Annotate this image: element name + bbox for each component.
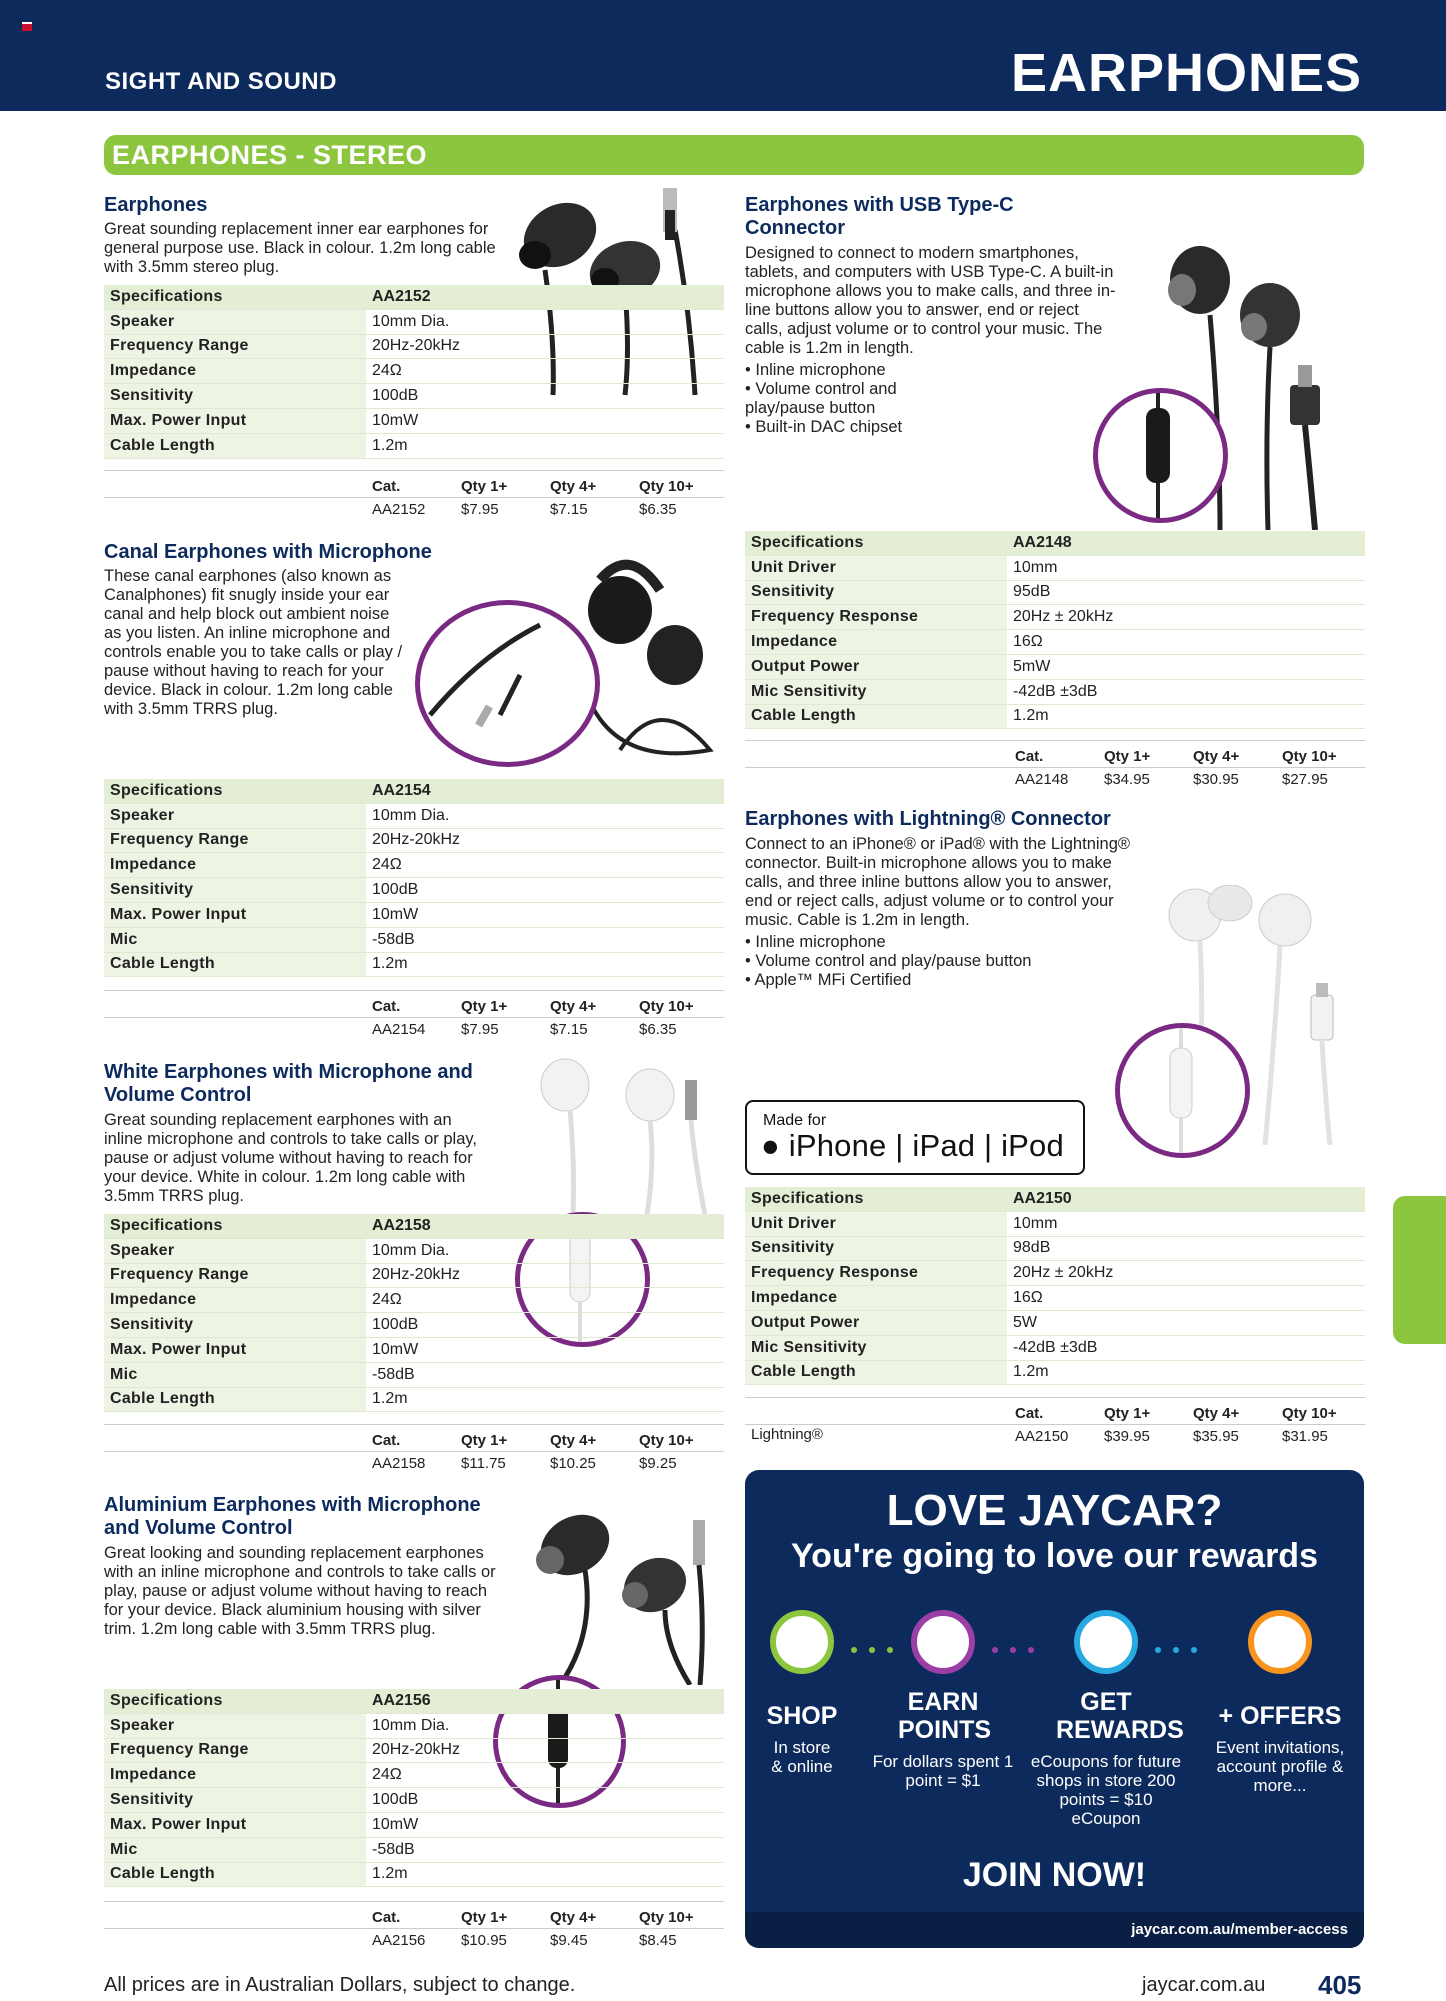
spec-heading: Specifications [745, 531, 1007, 555]
spec-value: 100dB [366, 1313, 724, 1338]
spec-cat: AA2156 [366, 1689, 724, 1713]
inline-control-detail [1120, 1028, 1245, 1153]
spec-key: Frequency Response [745, 1261, 1007, 1286]
detail-ring [1093, 388, 1228, 523]
price-header-cat: Cat. [1015, 748, 1044, 765]
price-cat: AA2158 [372, 1455, 426, 1472]
spec-key: Cable Length [104, 952, 366, 977]
white-earphones-image [535, 1055, 725, 1215]
step-heading: EARN POINTS [898, 1688, 992, 1744]
product-description: These canal earphones (also known as Canalphones) fit snugly inside your ear canal and help block out ambient noise as you listen. An inline microphone and controls enable you to take calls or play / pause without having to reach for your device. Black in colour. 1.2m long cable with 3.5mm TRRS plug. [104, 567, 403, 718]
price-q1: $10.95 [461, 1932, 507, 1949]
spec-key: Output Power [745, 654, 1007, 679]
spec-value: 1.2m [366, 1387, 724, 1412]
spec-key: Speaker [104, 803, 366, 828]
spec-key: Impedance [745, 1286, 1007, 1311]
feature-list [745, 933, 1125, 990]
spec-value: 1.2m [366, 433, 724, 458]
page-number: 405 [1318, 1970, 1362, 2000]
spec-value: 20Hz-20kHz [366, 1738, 724, 1763]
spec-key: Frequency Range [104, 1738, 366, 1763]
spec-value: 16Ω [1007, 630, 1365, 655]
price-table [745, 740, 1365, 792]
price-q1: $7.95 [461, 501, 499, 518]
category-title: EARPHONES [1010, 43, 1362, 103]
apple-logo-icon: ● [761, 1128, 780, 1163]
spec-value: 5mW [1007, 654, 1365, 679]
spec-value: 10mm [1007, 1211, 1365, 1236]
spec-key: Unit Driver [745, 1211, 1007, 1236]
detail-ring [1115, 1023, 1250, 1158]
price-cat: AA2152 [372, 501, 426, 518]
price-q10: $6.35 [639, 501, 677, 518]
shop-step [745, 1702, 877, 1776]
spec-key: Unit Driver [745, 555, 1007, 580]
price-header-q4: Qty 4+ [550, 1432, 597, 1449]
spec-value: 10mm Dia. [366, 1713, 724, 1738]
spec-key: Impedance [104, 359, 366, 384]
price-table [104, 1424, 724, 1476]
mfi-devices [761, 1128, 1064, 1164]
spec-value: 10mW [366, 902, 724, 927]
offers-step-icon [1248, 1610, 1312, 1674]
spec-cat: AA2148 [1007, 531, 1365, 555]
rewards-promo[interactable] [745, 1470, 1364, 1948]
spec-value: 20Hz-20kHz [366, 828, 724, 853]
price-header-q10: Qty 10+ [639, 1909, 694, 1926]
price-q1: $11.75 [461, 1455, 506, 1472]
mfi-made-for: Made for [763, 1112, 827, 1129]
spec-key: Cable Length [104, 1387, 366, 1412]
spec-key: Max. Power Input [104, 1812, 366, 1837]
feature-item: • Inline microphone [745, 361, 950, 380]
spec-table [104, 1214, 724, 1412]
spec-value: 10mW [366, 1812, 724, 1837]
spec-key: Output Power [745, 1310, 1007, 1335]
spec-value: 1.2m [366, 1862, 724, 1887]
price-header-cat: Cat. [372, 1909, 401, 1926]
site-url[interactable]: jaycar.com.au [1142, 1974, 1266, 1996]
product-title: Earphones with USB Type-C Connector [745, 194, 1014, 239]
product-title: Earphones with Lightning® Connector [745, 808, 1111, 830]
price-q10: $9.25 [639, 1455, 677, 1472]
spec-heading: Specifications [104, 1214, 366, 1238]
spec-heading: Specifications [104, 285, 366, 309]
spec-value: -42dB ±3dB [1007, 679, 1365, 704]
price-disclaimer: All prices are in Australian Dollars, subject to change. [104, 1974, 576, 1996]
feature-item: • Built-in DAC chipset [745, 418, 950, 437]
step-connector [992, 1640, 1046, 1646]
spec-key: Impedance [104, 853, 366, 878]
flag-icon [22, 22, 32, 31]
spec-key: Max. Power Input [104, 1337, 366, 1362]
spec-value: 1.2m [366, 952, 724, 977]
step-description: In store & online [771, 1738, 833, 1776]
step-heading: SHOP [766, 1702, 838, 1730]
price-q4: $30.95 [1193, 771, 1239, 788]
spec-value: 5W [1007, 1310, 1365, 1335]
spec-value: 24Ω [366, 853, 724, 878]
price-header-q10: Qty 10+ [639, 478, 694, 495]
mfi-devices-text: iPhone | iPad | iPod [779, 1128, 1064, 1163]
join-now-button[interactable]: JOIN NOW! [962, 1856, 1147, 1894]
spec-key: Sensitivity [104, 1313, 366, 1338]
spec-key: Speaker [104, 1713, 366, 1738]
price-header-q1: Qty 1+ [461, 1909, 508, 1926]
spec-table [745, 531, 1365, 729]
spec-heading: Specifications [745, 1187, 1007, 1211]
feature-list [745, 361, 950, 437]
spec-heading: Specifications [104, 779, 366, 803]
price-header-cat: Cat. [372, 478, 401, 495]
spec-cat: AA2154 [366, 779, 724, 803]
inline-control-detail [1098, 393, 1223, 518]
step-description: Event invitations, account profile & more... [1215, 1738, 1345, 1795]
spec-cat: AA2158 [366, 1214, 724, 1238]
product-title: Canal Earphones with Microphone [104, 541, 432, 563]
feature-item: • Inline microphone [745, 933, 1125, 952]
step-heading: GET REWARDS [1056, 1688, 1184, 1744]
price-q10: $6.35 [639, 1021, 677, 1038]
price-header-q1: Qty 1+ [1104, 748, 1151, 765]
price-header-q10: Qty 10+ [1282, 1405, 1337, 1422]
product-title: Aluminium Earphones with Microphone and Volume Control [104, 1494, 481, 1539]
spec-key: Cable Length [745, 704, 1007, 729]
price-q4: $7.15 [550, 501, 588, 518]
price-header-q1: Qty 1+ [461, 1432, 508, 1449]
spec-key: Sensitivity [745, 580, 1007, 605]
product-title: White Earphones with Microphone and Volume Control [104, 1061, 473, 1106]
spec-value: 100dB [366, 384, 724, 409]
spec-value: -42dB ±3dB [1007, 1335, 1365, 1360]
spec-key: Impedance [104, 1288, 366, 1313]
spec-value: 24Ω [366, 359, 724, 384]
price-q1: $7.95 [461, 1021, 499, 1038]
price-header-q1: Qty 1+ [461, 478, 508, 495]
spec-key: Mic [104, 1362, 366, 1387]
spec-key: Mic Sensitivity [745, 679, 1007, 704]
product-description: Designed to connect to modern smartphones, tablets, and computers with USB Type-C. A built-in microphone allows you to make calls, and three in-line buttons allow you to answer, end or reject calls, adjust volume or to control your music. The cable is 1.2m in length. [745, 244, 1116, 357]
spec-key: Mic [104, 927, 366, 952]
price-header-q4: Qty 4+ [550, 478, 597, 495]
price-q1: $39.95 [1104, 1428, 1150, 1445]
spec-key: Frequency Range [104, 828, 366, 853]
price-header-cat: Cat. [372, 998, 401, 1015]
cable-plug-detail [420, 605, 595, 762]
price-header-q10: Qty 10+ [639, 1432, 694, 1449]
product-description: Great looking and sounding replacement earphones with an inline microphone and controls to take calls or play, pause or adjust volume without having to reach for your device. Black aluminium housing with silver trim. 1.2m long cable with 3.5mm TRRS plug. [104, 1544, 496, 1638]
spec-value: 20Hz-20kHz [366, 1263, 724, 1288]
detail-ring [415, 600, 600, 767]
spec-key: Cable Length [104, 1862, 366, 1887]
spec-key: Speaker [104, 309, 366, 334]
spec-value: 20Hz ± 20kHz [1007, 1261, 1365, 1286]
earn-step-icon [911, 1610, 975, 1674]
spec-value: 10mm Dia. [366, 309, 724, 334]
offers-step [1205, 1702, 1355, 1795]
price-header-q1: Qty 1+ [461, 998, 508, 1015]
spec-value: -58dB [366, 927, 724, 952]
price-header-q10: Qty 10+ [1282, 748, 1337, 765]
spec-cat: AA2152 [366, 285, 724, 309]
spec-value: 16Ω [1007, 1286, 1365, 1311]
price-cat: AA2150 [1015, 1428, 1069, 1445]
price-q10: $8.45 [639, 1932, 677, 1949]
spec-value: 10mW [366, 408, 724, 433]
product-description: Great sounding replacement earphones with an inline microphone and controls to take calls or play, pause or adjust volume without having to reach for your device. White in colour. 1.2m long cable with 3.5mm TRRS plug. [104, 1111, 477, 1205]
spec-value: -58dB [366, 1362, 724, 1387]
spec-value: 100dB [366, 878, 724, 903]
spec-key: Sensitivity [104, 878, 366, 903]
spec-value: 10mm [1007, 555, 1365, 580]
price-header-cat: Cat. [372, 1432, 401, 1449]
price-q4: $7.15 [550, 1021, 588, 1038]
price-table [104, 1901, 724, 1953]
spec-key: Max. Power Input [104, 408, 366, 433]
spec-key: Impedance [104, 1763, 366, 1788]
price-header-q1: Qty 1+ [1104, 1405, 1151, 1422]
price-table [104, 990, 724, 1042]
price-header-q10: Qty 10+ [639, 998, 694, 1015]
spec-key: Max. Power Input [104, 902, 366, 927]
spec-value: -58dB [366, 1837, 724, 1862]
spec-key: Impedance [745, 630, 1007, 655]
spec-value: 24Ω [366, 1763, 724, 1788]
product-description: Great sounding replacement inner ear earphones for general purpose use. Black in colour. 1.2m long cable with 3.5mm stereo plug. [104, 220, 496, 276]
spec-value: 20Hz-20kHz [366, 334, 724, 359]
price-table [104, 470, 724, 522]
feature-item: • Volume control and play/pause button [745, 380, 950, 418]
price-cat: AA2156 [372, 1932, 426, 1949]
spec-value: 10mW [366, 1337, 724, 1362]
step-description: For dollars spent 1 point = $1 [872, 1752, 1014, 1790]
price-q10: $31.95 [1282, 1428, 1328, 1445]
spec-key: Cable Length [104, 433, 366, 458]
price-q4: $35.95 [1193, 1428, 1239, 1445]
promo-subtitle: You're going to love our rewards [791, 1537, 1318, 1575]
spec-table [104, 779, 724, 977]
price-q1: $34.95 [1104, 771, 1150, 788]
spec-value: 1.2m [1007, 1360, 1365, 1385]
step-heading: + OFFERS [1218, 1702, 1342, 1730]
spec-key: Frequency Range [104, 1263, 366, 1288]
step-connector [1155, 1640, 1209, 1646]
feature-item: • Apple™ MFi Certified [745, 971, 1125, 990]
spec-value: 20Hz ± 20kHz [1007, 605, 1365, 630]
spec-value: 10mm Dia. [366, 1238, 724, 1263]
spec-heading: Specifications [104, 1689, 366, 1713]
spec-key: Speaker [104, 1238, 366, 1263]
price-q4: $9.45 [550, 1932, 588, 1949]
spec-key: Frequency Response [745, 605, 1007, 630]
promo-footer [745, 1912, 1364, 1948]
spec-value: 24Ω [366, 1288, 724, 1313]
spec-table [745, 1187, 1365, 1385]
rewards-step-icon [1074, 1610, 1138, 1674]
section-title-bar [104, 135, 1364, 175]
price-cat: AA2148 [1015, 771, 1069, 788]
spec-key: Sensitivity [745, 1236, 1007, 1261]
spec-cat: AA2150 [1007, 1187, 1365, 1211]
price-variant-label: Lightning® [751, 1426, 823, 1443]
price-header-q4: Qty 4+ [1193, 1405, 1240, 1422]
price-q10: $27.95 [1282, 771, 1328, 788]
spec-key: Frequency Range [104, 334, 366, 359]
spec-table [104, 285, 724, 459]
step-connector [851, 1640, 905, 1646]
promo-title: LOVE JAYCAR? [886, 1486, 1223, 1535]
step-description: eCoupons for future shops in store 200 points = $10 eCoupon [1030, 1752, 1182, 1828]
feature-item: • Volume control and play/pause button [745, 952, 1125, 971]
spec-value: 100dB [366, 1788, 724, 1813]
member-access-link[interactable]: jaycar.com.au/member-access [1131, 1921, 1348, 1938]
spec-key: Cable Length [745, 1360, 1007, 1385]
mfi-badge [745, 1100, 1085, 1175]
spec-key: Sensitivity [104, 384, 366, 409]
section-title: EARPHONES - STEREO [112, 140, 428, 170]
section-label: SIGHT AND SOUND [105, 68, 337, 95]
spec-table [104, 1689, 724, 1887]
product-description: Connect to an iPhone® or iPad® with the Lightning® connector. Built-in microphone allows you to make calls, and three inline buttons allow you to answer, end or reject calls, adjust volume or to control your music. Cable is 1.2m in length. [745, 835, 1131, 929]
spec-value: 98dB [1007, 1236, 1365, 1261]
side-tab [1393, 1196, 1446, 1344]
spec-key: Mic [104, 1837, 366, 1862]
product-title: Earphones [104, 194, 208, 216]
price-header-q4: Qty 4+ [550, 1909, 597, 1926]
earn-step [868, 1688, 1018, 1790]
price-header-q4: Qty 4+ [550, 998, 597, 1015]
price-table [745, 1397, 1365, 1449]
shop-step-icon [770, 1610, 834, 1674]
price-q4: $10.25 [550, 1455, 596, 1472]
price-header-cat: Cat. [1015, 1405, 1044, 1422]
spec-value: 95dB [1007, 580, 1365, 605]
spec-value: 1.2m [1007, 704, 1365, 729]
rewards-step [1026, 1688, 1186, 1828]
aluminium-earphones-image [515, 1505, 725, 1685]
spec-key: Sensitivity [104, 1788, 366, 1813]
spec-value: 10mm Dia. [366, 803, 724, 828]
price-cat: AA2154 [372, 1021, 426, 1038]
price-header-q4: Qty 4+ [1193, 748, 1240, 765]
spec-key: Mic Sensitivity [745, 1335, 1007, 1360]
